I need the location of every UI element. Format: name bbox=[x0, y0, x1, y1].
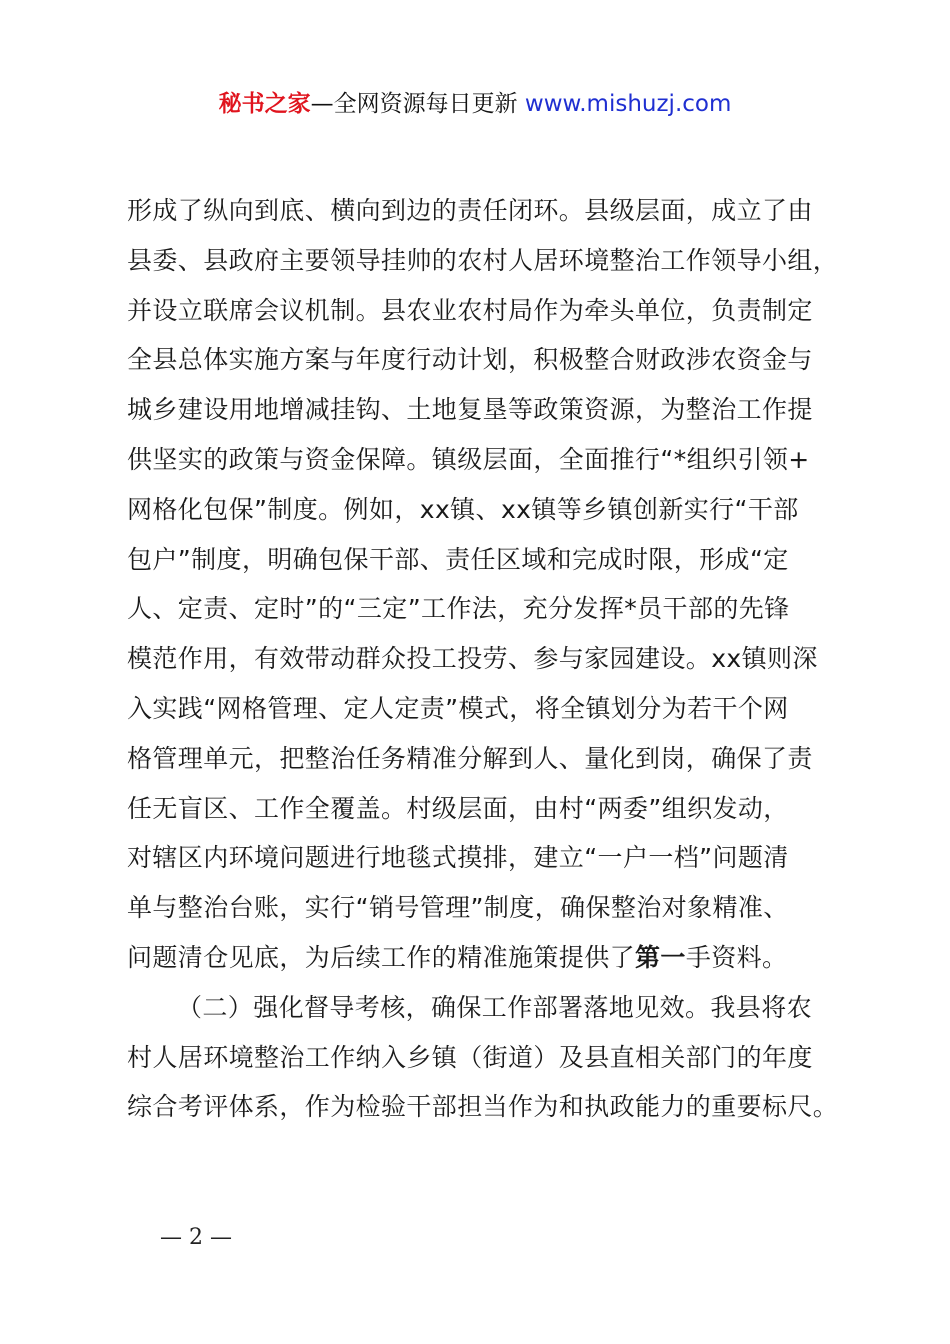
site-header bbox=[0, 88, 950, 120]
text-line: 模范作用，有效带动群众投工投劳、参与家园建设。xx镇则深 bbox=[127, 644, 818, 674]
text-line: 供坚实的政策与资金保障。镇级层面，全面推行“*组织引领+ bbox=[127, 444, 810, 474]
header-slogan: —全网资源每日更新 bbox=[310, 91, 525, 117]
text-line: 包户”制度，明确包保干部、责任区域和完成时限，形成“定 bbox=[127, 544, 789, 574]
text-line: 对辖区内环境问题进行地毯式摸排，建立“一户一档”问题清 bbox=[127, 843, 789, 873]
text-line: 城乡建设用地增减挂钩、土地复垦等政策资源，为整治工作提 bbox=[127, 395, 813, 425]
paragraph-1 bbox=[127, 186, 837, 983]
text-line-last bbox=[127, 933, 837, 983]
text-line: 并设立联席会议机制。县农业农村局作为牵头单位，负责制定 bbox=[127, 295, 813, 325]
text-line: （二）强化督导考核，确保工作部署落地见效。我县将农 bbox=[177, 992, 813, 1022]
text-line: 综合考评体系，作为检验干部担当作为和执政能力的重要标尺。 bbox=[127, 1092, 839, 1122]
page-number: — 2 — bbox=[160, 1225, 232, 1250]
text-line: 村人居环境整治工作纳入乡镇（街道）及县直相关部门的年度 bbox=[127, 1042, 813, 1072]
text-line: 单与整治台账，实行“销号管理”制度，确保整治对象精准、 bbox=[127, 893, 789, 923]
text-line: 入实践“网格管理、定人定责”模式，将全镇划分为若干个网 bbox=[127, 693, 789, 723]
text-line: 县委、县政府主要领导挂帅的农村人居环境整治工作领导小组， bbox=[127, 245, 839, 275]
document-body bbox=[127, 186, 837, 1132]
brand-name: 秘书之家 bbox=[218, 91, 311, 117]
text-line: 全县总体实施方案与年度行动计划，积极整合财政涉农资金与 bbox=[127, 345, 813, 375]
text-line: 形成了纵向到底、横向到边的责任闭环。县级层面，成立了由 bbox=[127, 196, 813, 225]
text-line: 网格化包保”制度。例如，xx镇、xx镇等乡镇创新实行“干部 bbox=[127, 494, 799, 524]
text-line: 格管理单元，把整治任务精准分解到人、量化到岗，确保了责 bbox=[127, 743, 813, 773]
paragraph-2 bbox=[127, 983, 837, 1132]
text-line: 人、定责、定时”的“三定”工作法，充分发挥*员干部的先锋 bbox=[127, 594, 790, 624]
site-url-link[interactable]: www.mishuzj.com bbox=[524, 91, 732, 117]
text-line: 任无盲区、工作全覆盖。村级层面，由村“两委”组织发动， bbox=[127, 793, 789, 823]
text-run: 问题清仓见底，为后续工作的精准施策提供了 bbox=[127, 942, 636, 972]
bold-text-run: 第一 bbox=[635, 942, 686, 972]
text-run: 手资料。 bbox=[685, 942, 788, 972]
